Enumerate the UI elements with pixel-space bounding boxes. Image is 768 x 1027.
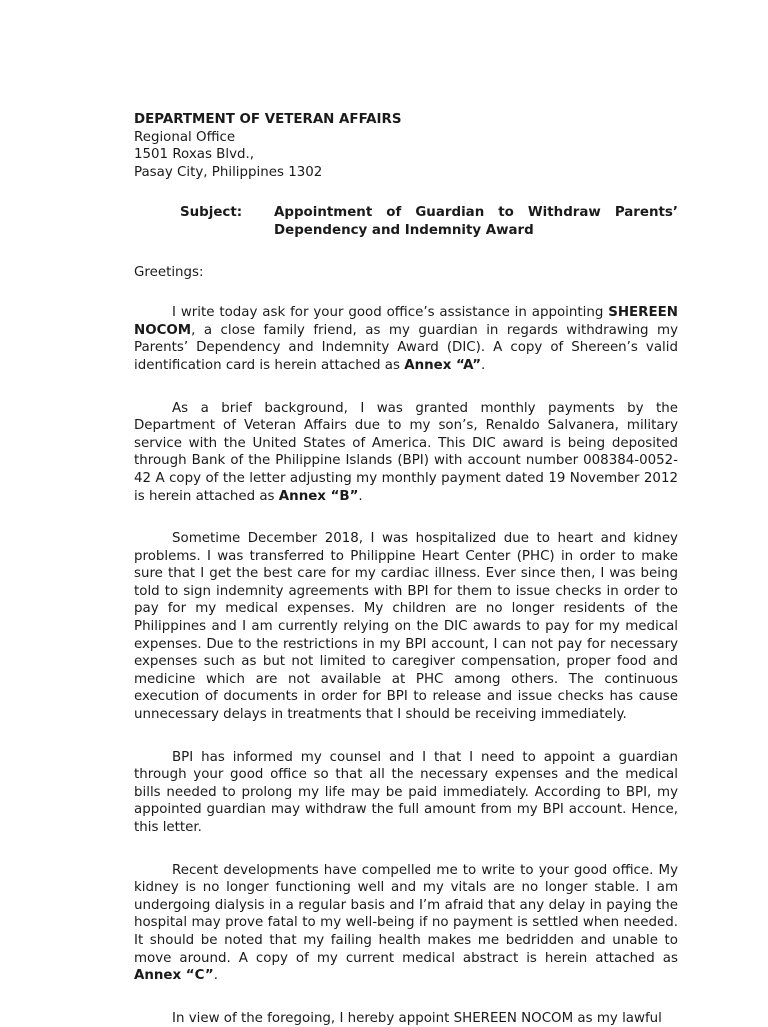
paragraph-text: Recent developments have compelled me to write to your good office. My kidney is no longer functioning well and my vitals are no longer stable. I am undergoing dialysis in a regular basis and I’m afraid that any delay in paying the hospital may prove fatal to my well-being if no payment is settled when needed. It should be noted that my failing health makes me bedridden and unable to move around. A copy of my current medical abstract is herein attached as xyxy=(134,862,678,966)
subject-label: Subject: xyxy=(180,205,243,221)
annex-b-reference: Annex “B” xyxy=(278,488,359,504)
paragraph-hospitalization: Sometime December 2018, I was hospitalized due to heart and kidney problems. I was transferred to Philippine Heart Center (PHC) in order to make sure that I get the best care for my cardiac illness. Ever since then, I was being told to sign indemnity agreements with BPI for them to issue checks in order to pay for my medical expenses. My children are no longer residents of the Philippines and I am currently relying on the DIC awards to pay for my medical expenses. Due to the restrictions in my BPI account, I can not pay for necessary expenses such as but not limited to caregiver compensation, proper food and medicine which are not available at PHC among others. The continuous execution of documents in order for BPI to release and issue checks has cause unnecessary delays in treatments that I should be receiving immediately. xyxy=(134,531,678,723)
paragraph-text: . xyxy=(481,357,486,373)
paragraph-recent-developments xyxy=(134,862,678,985)
address-line: Pasay City, Philippines 1302 xyxy=(134,164,323,180)
recipient-organization: DEPARTMENT OF VETERAN AFFAIRS xyxy=(134,112,402,127)
paragraph-text: . xyxy=(213,968,218,984)
paragraph-appointment: In view of the foregoing, I hereby appoint SHEREEN NOCOM as my lawful xyxy=(172,1010,662,1026)
greeting: Greetings: xyxy=(134,264,204,280)
guardian-name: SHEREEN NOCOM xyxy=(134,305,678,338)
paragraph-background xyxy=(134,400,678,506)
address-line: Regional Office xyxy=(134,129,236,145)
recipient-address xyxy=(134,111,678,181)
paragraph-guardian-request xyxy=(134,304,678,374)
subject-line xyxy=(134,204,678,239)
paragraph-text: As a brief background, I was granted monthly payments by the Department of Veteran Affairs due to my son’s, Renaldo Salvanera, military service with the United States of America. This DIC award is being deposited through Bank of the Philippine Islands (BPI) with account number 008384-0052-42 A copy of the letter adjusting my monthly payment dated 19 November 2012 is herein attached as xyxy=(134,400,678,504)
address-line: 1501 Roxas Blvd., xyxy=(134,147,255,163)
subject-text: Appointment of Guardian to Withdraw Parents’ Dependency and Indemnity Award xyxy=(274,205,678,238)
paragraph-text: , a close family friend, as my guardian in regards withdrawing my Parents’ Dependency and Indemnity Award (DIC). A copy of Shereen’s valid identification card is herein attached as xyxy=(134,322,678,373)
annex-a-reference: Annex “A” xyxy=(404,357,482,373)
annex-c-reference: Annex “C” xyxy=(134,968,214,984)
paragraph-text: I write today ask for your good office’s assistance in appointing xyxy=(172,305,609,321)
paragraph-bpi-requirement: BPI has informed my counsel and I that I need to appoint a guardian through your good office so that all the necessary expenses and the medical bills needed to prolong my life may be paid immediately. According to BPI, my appointed guardian may withdraw the full amount from my BPI account. Hence, this letter. xyxy=(134,749,678,835)
paragraph-text: . xyxy=(358,488,363,504)
